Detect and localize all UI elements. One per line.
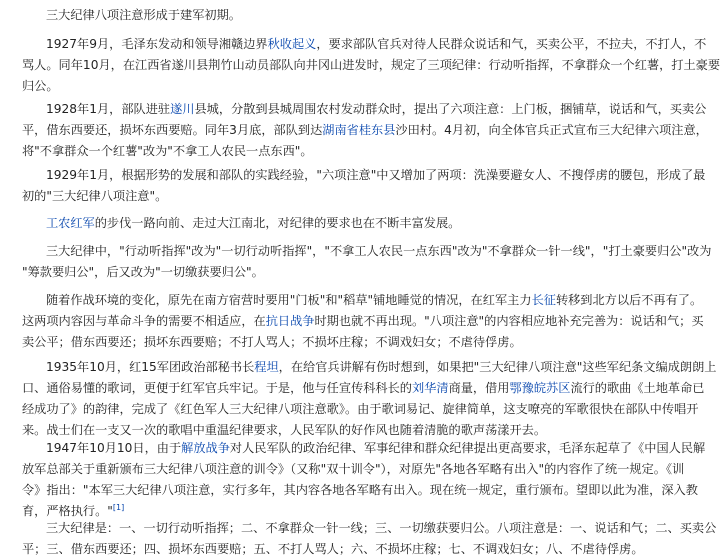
text-line [22,518,717,539]
link-liu-huaqing[interactable]: 刘华清 [412,381,449,395]
paragraph-4 [22,165,706,207]
paragraph-7 [22,290,704,353]
text-run: 初的"三大纪律八项注意"。 [22,189,168,203]
text-run: 1947年10月10日，由于 [46,441,182,455]
text-line [22,290,703,311]
link-eyuwan-soviet-area[interactable]: 鄂豫皖苏区 [509,381,571,395]
text-run: "筹款要归公"，后又改为"一切缴获要归公"。 [22,265,264,279]
text-line [22,186,620,207]
paragraph-5 [22,213,620,234]
text-run: 流行的歌曲《土地革命已 [570,381,705,395]
text-run: 这两项内容因与革命斗争的需要不相适应，在 [22,314,266,328]
text-run: 1927年9月，毛泽东发动和领导湘赣边界 [46,37,268,51]
text-run: 时期也就不再出现。"八项注意"的内容相应地补充完善为：说话和气；买 [314,314,704,328]
text-line [22,438,706,459]
text-run: 1935年10月，红15军团政治部秘书长 [46,360,255,374]
text-run: 三大纪律中，"行动听指挥"改为"一切行动听指挥"，"不拿工人农民一点东西"改为"不拿群众一针一线"，"打土豪要归公"改为 [46,244,712,258]
text-run: 1929年1月，根据形势的发展和部队的实践经验，"六项注意"中又增加了两项：洗澡要避女人、不搜俘虏的腰包，形成了最 [46,168,706,182]
text-run: 商量，借用 [448,381,510,395]
text-line [22,332,620,353]
text-run: 将"不拿群众一个红薯"改为"不拿工人农民一点东西"。 [22,144,313,158]
text-line [22,34,707,55]
link-guidong-county[interactable]: 湖南省桂东县 [322,123,396,137]
paragraph-3 [22,99,708,162]
text-run: ，要求部队官兵对待人民群众说话和气，买卖公平，不拉夫，不打人，不 [316,37,707,51]
text-run: 来。战士们在一支又一次的歌唱中重温纪律要求，人民军队的好作风也随着清脆的歌声荡漾开去。 [22,423,547,437]
text-line [22,5,620,26]
text-run: 育，严格执行。" [22,504,113,518]
paragraph-2 [22,34,720,97]
link-autumn-harvest-uprising[interactable]: 秋收起义 [267,37,317,51]
text-line [22,241,712,262]
text-line [22,459,685,480]
text-run: 县城，分散到县城周围农村发动群众时，提出了六项注意：上门板，捆铺草，说话和气，买卖公 [194,102,707,116]
text-line [22,262,620,283]
text-run: 的步伐一路向前、走过大江南北，对纪律的要求也在不断丰富发展。 [94,216,461,230]
text-line [22,99,707,120]
text-line [22,357,717,378]
paragraph-9 [22,438,706,522]
text-line [22,399,699,420]
text-run: 三大纪律八项注意形成于建军初期。 [46,8,241,22]
link-anti-japanese-war[interactable]: 抗日战争 [265,314,315,328]
text-run: 转移到北方以后不再有了。 [555,293,703,307]
text-run: 经成功了》的韵律，完成了《红色军人三大纪律八项注意歌》。由于歌词易记、旋律简单，这支嘹亮的军歌很快在部队中传唱开 [22,402,699,416]
text-line [22,539,644,560]
text-line [22,76,620,97]
text-run: 骂人。同年10月，在江西省遂川县荆竹山动员部队向井冈山进发时，规定了三项纪律：行动听指挥，不拿群众一个红薯，打土豪要 [22,58,720,72]
text-line [22,213,620,234]
citation-link[interactable] [113,503,124,512]
text-run: 随着作战环境的变化，原先在南方宿营时要用"门板"和"稻草"铺地睡觉的情况，在红军主力 [46,293,532,307]
link-suichuan[interactable]: 遂川 [170,102,195,116]
text-line [22,120,708,141]
text-line [22,141,620,162]
paragraph-1 [22,5,620,26]
text-run: 三大纪律是：一、一切行动听指挥；二、不拿群众一针一线；三、一切缴获要归公。八项注意是：一、说话和气；二、买卖公 [46,521,717,535]
text-line [22,378,705,399]
link-red-army[interactable]: 工农红军 [46,216,95,230]
text-run: 卖公平；借东西要还；损坏东西要赔；不打人骂人；不损坏庄稼；不调戏妇女；不虐待俘虏。 [22,335,522,349]
paragraph-10 [22,518,717,560]
citation-link-text[interactable]: [1] [112,502,125,512]
text-run: 令》指出："本军三大纪律八项注意，实行多年，其内容各地各军略有出入。现在统一规定，重行颁布。望即以此为准，深入教 [22,483,698,497]
text-run: 口、通俗易懂的歌词，更便于红军官兵牢记。于是，他与任宣传科科长的 [22,381,412,395]
text-line [22,311,704,332]
paragraph-8 [22,357,717,441]
text-line [22,480,698,501]
text-run: 沙田村。4月初，向全体官兵正式宣布三大纪律六项注意， [395,123,708,137]
link-liberation-war[interactable]: 解放战争 [181,441,230,455]
paragraph-6 [22,241,712,283]
link-long-march[interactable]: 长征 [531,293,556,307]
text-run: 放军总部关于重新颁布三大纪律八项注意的训令》（又称"双十训令"），对原先"各地各军略有出入"的内容作了统一规定。《训 [22,462,685,476]
text-run: 平，借东西要还，损坏东西要赔。同年3月底，部队到达 [22,123,323,137]
text-run: 平；三、借东西要还；四、损坏东西要赔；五、不打人骂人；六、不损坏庄稼；七、不调戏妇女；八、不虐待俘虏。 [22,542,644,556]
text-run: ，在给官兵讲解有伤时想到，如果把"三大纪律八项注意"这些军纪条文编成朗朗上 [278,360,717,374]
text-run: 对人民军队的政治纪律、军事纪律和群众纪律提出更高要求，毛泽东起草了《中国人民解 [229,441,706,455]
text-line [22,165,706,186]
text-run: 归公。 [22,79,59,93]
text-line [22,55,720,76]
text-run: 1928年1月，部队进驻 [46,102,171,116]
link-cheng-tan[interactable]: 程坦 [254,360,279,374]
